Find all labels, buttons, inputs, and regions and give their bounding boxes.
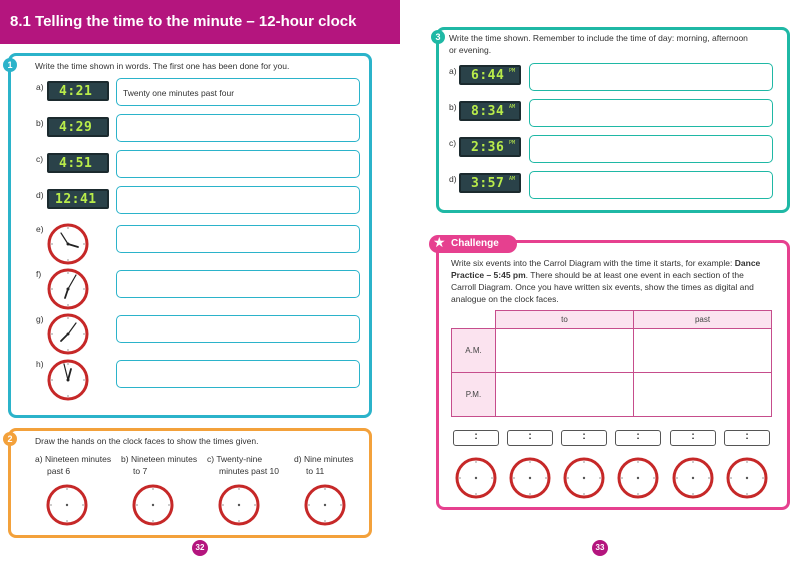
digital-time-box[interactable]: : bbox=[615, 430, 661, 446]
digital-clock bbox=[459, 173, 521, 193]
q3-label-c: c) bbox=[449, 138, 457, 148]
blank-clock-face[interactable] bbox=[218, 484, 260, 526]
q2-item-line: past 6 bbox=[47, 466, 71, 476]
carroll-cell[interactable] bbox=[634, 329, 772, 373]
answer-box[interactable] bbox=[116, 78, 360, 106]
q2-label-a: a) bbox=[35, 454, 43, 464]
digital-clock bbox=[459, 101, 521, 121]
q3-label-d: d) bbox=[449, 174, 457, 184]
digital-time-box[interactable]: : bbox=[561, 430, 607, 446]
digital-ampm: AM bbox=[508, 104, 515, 110]
question-3-badge: 3 bbox=[431, 30, 445, 44]
digital-clock bbox=[47, 117, 109, 137]
question-2-panel bbox=[8, 428, 372, 538]
digital-ampm: AM bbox=[508, 176, 515, 182]
q2-item-line: to 11 bbox=[306, 466, 325, 476]
carroll-diagram bbox=[451, 310, 772, 417]
carroll-row-am: A.M. bbox=[452, 329, 496, 373]
digital-clock bbox=[47, 153, 109, 173]
answer-box[interactable] bbox=[116, 114, 360, 142]
q1-label-b: b) bbox=[36, 118, 44, 128]
blank-clock-face[interactable] bbox=[509, 457, 551, 499]
analogue-clock-face bbox=[47, 313, 89, 355]
answer-box[interactable] bbox=[529, 63, 773, 91]
q3-label-b: b) bbox=[449, 102, 457, 112]
blank-clock-face[interactable] bbox=[726, 457, 768, 499]
answer-box[interactable] bbox=[116, 315, 360, 343]
question-2-badge: 2 bbox=[3, 432, 17, 446]
digital-time: 12:41 bbox=[55, 192, 97, 207]
instruction-line: . There should be at least one event in each section of the bbox=[525, 270, 744, 280]
q1-label-g: g) bbox=[36, 314, 44, 324]
analogue-clock-face bbox=[47, 223, 89, 265]
digital-time: 8:34 bbox=[471, 104, 505, 119]
digital-clock bbox=[47, 81, 109, 101]
digital-clock bbox=[459, 137, 521, 157]
challenge-instruction bbox=[451, 257, 781, 305]
answer-box[interactable] bbox=[116, 186, 360, 214]
instruction-bold: Practice – 5:45 pm bbox=[451, 270, 526, 280]
q1-label-c: c) bbox=[36, 154, 44, 164]
q2-item-line: minutes past 10 bbox=[219, 466, 280, 476]
question-3-instruction bbox=[449, 32, 748, 56]
digital-time: 6:44 bbox=[471, 68, 505, 83]
question-1-panel bbox=[8, 53, 372, 418]
challenge-panel bbox=[433, 234, 790, 510]
challenge-tab bbox=[429, 235, 517, 253]
instruction-bold: Dance bbox=[734, 258, 761, 268]
q1-label-f: f) bbox=[36, 269, 42, 279]
question-3-panel bbox=[436, 27, 790, 213]
q2-item-line: Nineteen minutes bbox=[44, 454, 112, 464]
answer-box[interactable] bbox=[116, 225, 360, 253]
question-2-instruction: Draw the hands on the clock faces to show the times given. bbox=[35, 436, 259, 446]
blank-clock-face[interactable] bbox=[617, 457, 659, 499]
digital-time-box[interactable]: : bbox=[670, 430, 716, 446]
digital-time: 2:36 bbox=[471, 140, 505, 155]
q1-label-d: d) bbox=[36, 190, 44, 200]
digital-time-box[interactable]: : bbox=[507, 430, 553, 446]
q1-label-e: e) bbox=[36, 224, 44, 234]
digital-time-box[interactable]: : bbox=[453, 430, 499, 446]
blank-clock-face[interactable] bbox=[455, 457, 497, 499]
blank-clock-face[interactable] bbox=[304, 484, 346, 526]
q2-item-b-text bbox=[121, 453, 197, 477]
page-title: 8.1 Telling the time to the minute – 12-hour clock bbox=[10, 13, 357, 30]
q2-item-line: Nine minutes bbox=[303, 454, 354, 464]
instruction-line: Write the time shown. Remember to include the time of day: morning, afternoon bbox=[449, 33, 748, 43]
challenge-title: Challenge bbox=[451, 238, 499, 249]
answer-box[interactable] bbox=[529, 99, 773, 127]
blank-clock-face[interactable] bbox=[672, 457, 714, 499]
blank-clock-face[interactable] bbox=[563, 457, 605, 499]
digital-clock bbox=[47, 189, 109, 209]
carroll-cell[interactable] bbox=[634, 373, 772, 417]
blank-clock-face[interactable] bbox=[132, 484, 174, 526]
instruction-line: analogue on the clock faces. bbox=[451, 294, 559, 304]
analogue-clock-face bbox=[47, 268, 89, 310]
q2-item-line: to 7 bbox=[133, 466, 148, 476]
carroll-cell[interactable] bbox=[496, 373, 634, 417]
q2-item-line: Twenty-nine bbox=[216, 454, 263, 464]
q1-label-h: h) bbox=[36, 359, 44, 369]
analogue-clock-face bbox=[47, 359, 89, 401]
answer-box[interactable] bbox=[116, 270, 360, 298]
instruction-line: Write six events into the Carrol Diagram with the time it starts, for example: bbox=[451, 258, 733, 268]
digital-time: 3:57 bbox=[471, 176, 505, 191]
answer-box[interactable] bbox=[529, 135, 773, 163]
answer-box[interactable] bbox=[116, 150, 360, 178]
answer-box[interactable] bbox=[529, 171, 773, 199]
digital-time-box[interactable]: : bbox=[724, 430, 770, 446]
instruction-line: Carroll Diagram. Once you have written six events, show the times as digital and bbox=[451, 282, 754, 292]
carroll-row-pm: P.M. bbox=[452, 373, 496, 417]
q2-label-d: d) bbox=[294, 454, 302, 464]
q2-item-d-text bbox=[294, 453, 354, 477]
page-header-band bbox=[0, 0, 400, 44]
page-number-left: 32 bbox=[192, 540, 208, 556]
digital-time: 4:51 bbox=[59, 156, 93, 171]
question-1-badge: 1 bbox=[3, 58, 17, 72]
star-icon: ★ bbox=[433, 234, 446, 250]
digital-ampm: PM bbox=[508, 68, 515, 74]
answer-text: Twenty one minutes past four bbox=[123, 88, 235, 98]
page-number-right: 33 bbox=[592, 540, 608, 556]
carroll-header-to: to bbox=[496, 311, 634, 329]
blank-clock-face[interactable] bbox=[46, 484, 88, 526]
digital-ampm: PM bbox=[508, 140, 515, 146]
carroll-corner bbox=[452, 311, 496, 329]
digital-time: 4:29 bbox=[59, 120, 93, 135]
question-1-instruction: Write the time shown in words. The first one has been done for you. bbox=[35, 61, 290, 71]
q2-label-c: c) bbox=[207, 454, 215, 464]
carroll-cell[interactable] bbox=[496, 329, 634, 373]
q2-item-a-text bbox=[35, 453, 111, 477]
answer-box[interactable] bbox=[116, 360, 360, 388]
carroll-header-past: past bbox=[634, 311, 772, 329]
digital-clock bbox=[459, 65, 521, 85]
q2-label-b: b) bbox=[121, 454, 129, 464]
q1-label-a: a) bbox=[36, 82, 44, 92]
instruction-line: or evening. bbox=[449, 45, 492, 55]
q2-item-line: Nineteen minutes bbox=[130, 454, 198, 464]
q3-label-a: a) bbox=[449, 66, 457, 76]
digital-time: 4:21 bbox=[59, 84, 93, 99]
q2-item-c-text bbox=[207, 453, 279, 477]
